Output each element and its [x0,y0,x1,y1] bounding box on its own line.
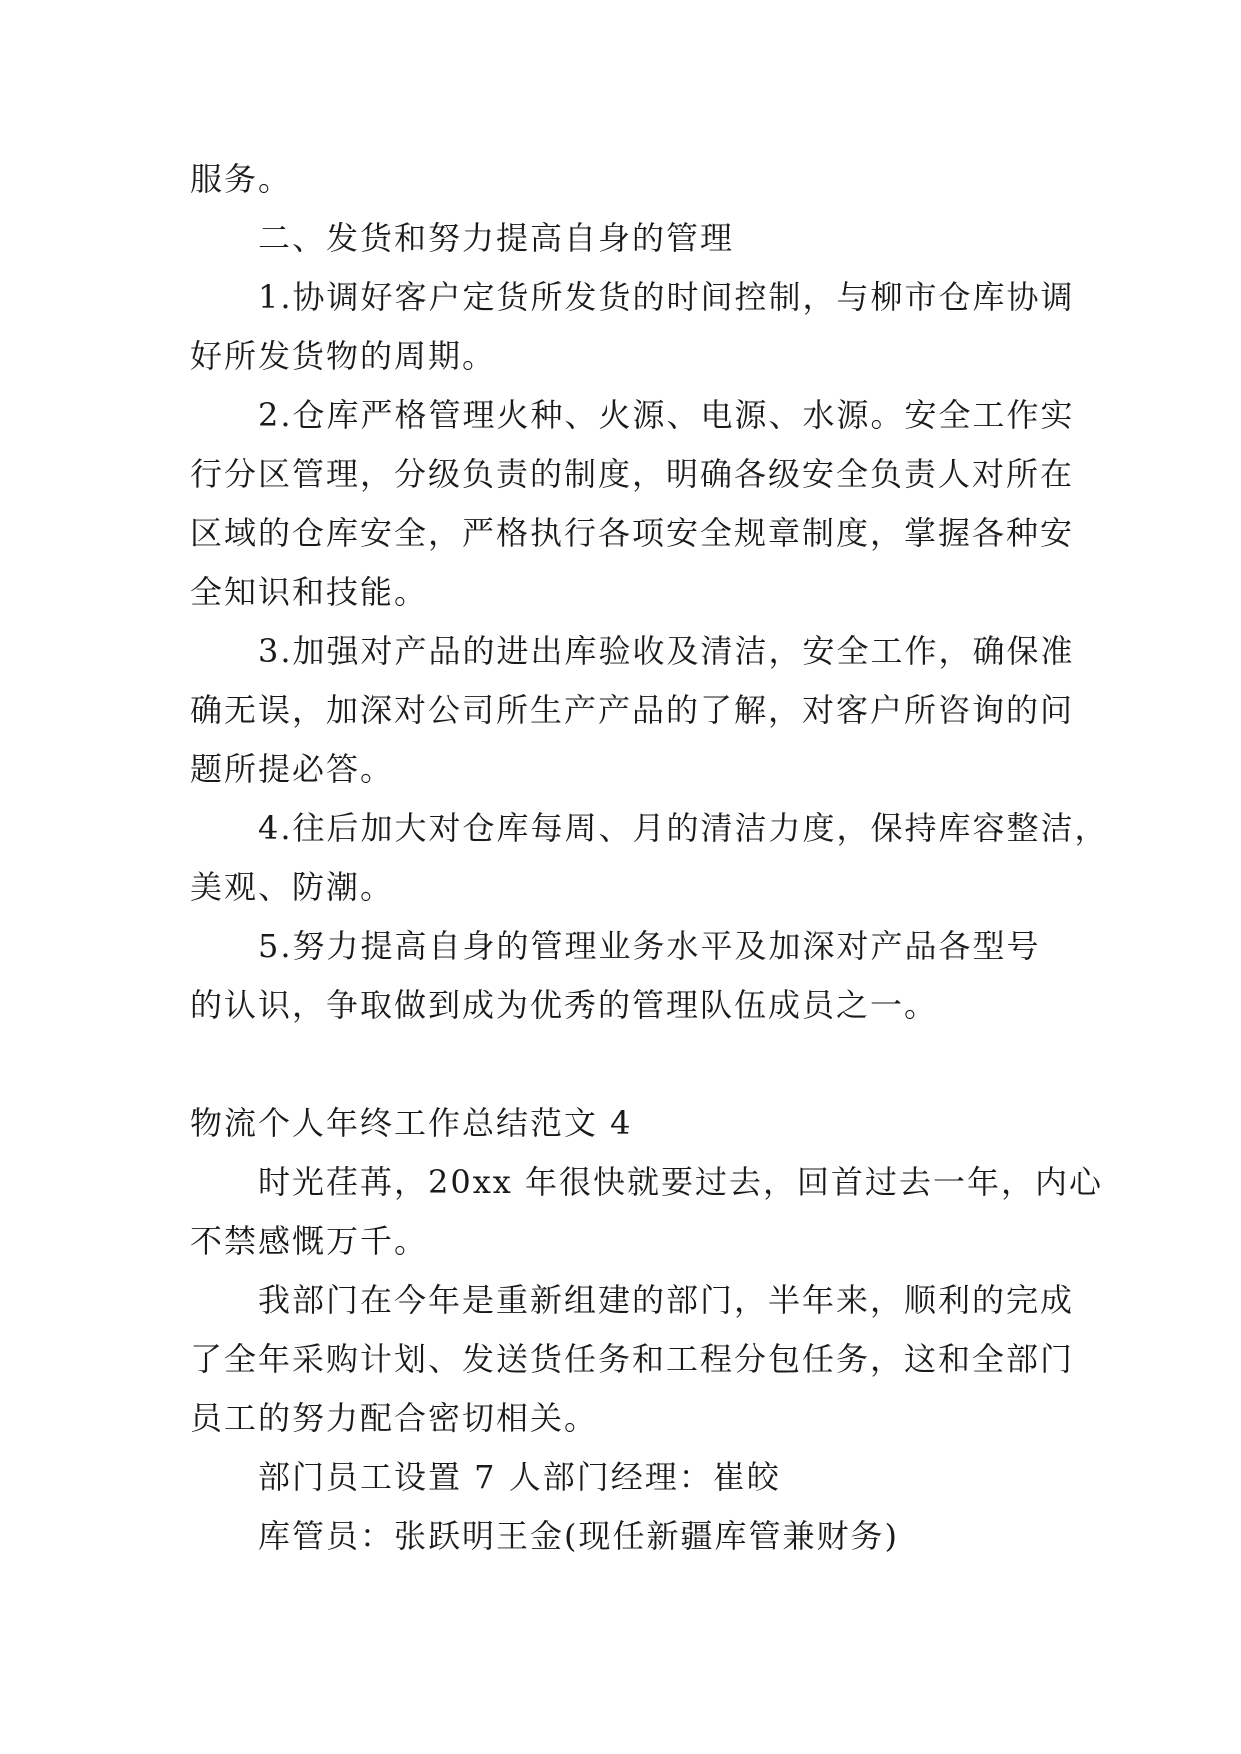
document-page [190,150,1109,1566]
section-spacer [190,1035,1060,1094]
paragraph-4 [190,1507,1060,1566]
text-line: 不禁感慨万千。 [190,1222,429,1260]
section-heading: 二、发货和努力提高自身的管理 [258,219,735,257]
text-line: 时光荏苒，20xx 年很快就要过去，回首过去一年，内心 [258,1163,1103,1201]
list-item-4 [190,799,1109,917]
list-item-2 [190,386,1075,622]
text-line: 4.往后加大对仓库每周、月的清洁力度，保持库容整洁， [258,809,1109,847]
text-line: 库管员：张跃明王金(现任新疆库管兼财务) [258,1517,899,1555]
text-line: 题所提必答。 [190,750,395,788]
list-item-5 [190,917,1060,1035]
text-line: 区域的仓库安全，严格执行各项安全规章制度，掌握各种安 [190,514,1075,552]
paragraph-3 [190,1448,1060,1507]
text-line: 了全年采购计划、发送货任务和工程分包任务，这和全部门 [190,1340,1075,1378]
text-line: 1.协调好客户定货所发货的时间控制，与柳市仓库协调 [258,278,1075,316]
paragraph-1 [190,1153,1103,1271]
list-item-1 [190,268,1075,386]
text-line: 我部门在今年是重新组建的部门，半年来，顺利的完成 [258,1281,1075,1319]
text-line: 5.努力提高自身的管理业务水平及加深对产品各型号 [258,927,1041,965]
paragraph-2 [190,1271,1075,1448]
text-line: 确无误，加深对公司所生产产品的了解，对客户所咨询的问 [190,691,1075,729]
text-line: 员工的努力配合密切相关。 [190,1399,599,1437]
text-line: 2.仓库严格管理火种、火源、电源、水源。安全工作实 [258,396,1075,434]
text-line: 的认识，争取做到成为优秀的管理队伍成员之一。 [190,986,939,1024]
list-item-3 [190,622,1075,799]
text-line: 行分区管理，分级负责的制度，明确各级安全负责人对所在 [190,455,1075,493]
text-line: 好所发货物的周期。 [190,337,497,375]
section-title: 物流个人年终工作总结范文 4 [190,1104,633,1142]
text-line: 部门员工设置 7 人部门经理：崔皎 [258,1458,781,1496]
text-line: 美观、防潮。 [190,868,395,906]
text-line: 3.加强对产品的进出库验收及清洁，安全工作，确保准 [258,632,1075,670]
text-line: 全知识和技能。 [190,573,429,611]
paragraph-continuation: 服务。 [190,160,293,198]
